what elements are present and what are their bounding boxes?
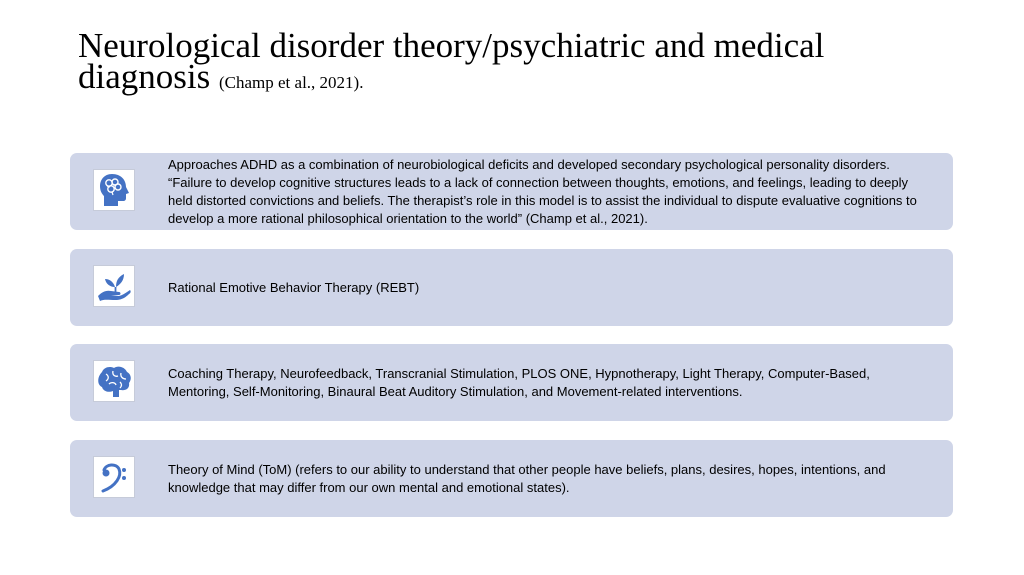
list-item xyxy=(70,344,953,421)
brain-icon xyxy=(96,364,132,398)
icon-frame xyxy=(93,360,135,402)
hand-plant-icon xyxy=(96,269,132,303)
page-title xyxy=(78,26,958,98)
list-item xyxy=(70,249,953,326)
list-item xyxy=(70,440,953,517)
title-citation: (Champ et al., 2021). xyxy=(218,73,364,92)
list-item xyxy=(70,153,953,230)
item-text: Coaching Therapy, Neurofeedback, Transcranial Stimulation, PLOS ONE, Hypnotherapy, Light Therapy, Computer-Based, Mentoring, Self-Monitoring, Binaural Beat Auditory Stimulation, and Movement-related interventions. xyxy=(168,365,870,399)
icon-frame xyxy=(93,169,135,211)
item-text: Theory of Mind (ToM) (refers to our ability to understand that other people have beliefs, plans, desires, hopes, intentions, and knowledge that may differ from our own mental and emotional states). xyxy=(168,461,886,495)
bass-clef-icon xyxy=(98,460,130,494)
title-text: Neurological disorder theory/psychiatric and medical diagnosis xyxy=(78,26,825,96)
icon-frame xyxy=(93,265,135,307)
icon-frame xyxy=(93,456,135,498)
item-text: Rational Emotive Behavior Therapy (REBT) xyxy=(168,279,420,295)
head-brain-icon xyxy=(98,172,130,208)
item-text: Approaches ADHD as a combination of neurobiological deficits and developed secondary psychological personality disorders. “Failure to develop cognitive structures leads to a lack of connection between thoughts, emotions, and feelings, leading to deeply held distorted convictions and beliefs. The therapist’s role in this model is to assist the individual to dispute evaluative cognitions to develop a more rational philosophical orientation to the world” (Champ et al., 2021). xyxy=(168,156,917,226)
